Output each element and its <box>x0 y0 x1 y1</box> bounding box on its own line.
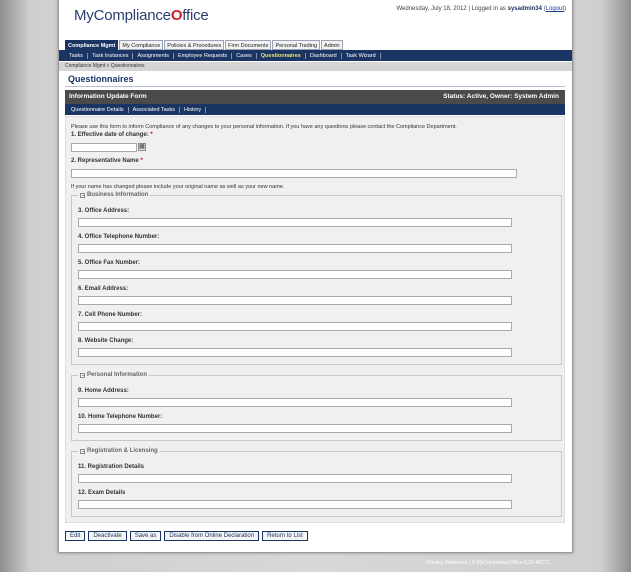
q2-text: 2. Representative Name <box>71 158 139 164</box>
name-change-note: If your name has changed please include your original name as well as your new name. <box>71 184 285 190</box>
q1-text: 1. Effective date of change: <box>71 132 149 138</box>
logo-text-suffix: ffice <box>182 7 209 24</box>
q8-label: 8. Website Change: <box>78 338 134 344</box>
form-header-bar <box>65 90 565 104</box>
q2-label <box>71 158 143 164</box>
collapse-icon[interactable] <box>80 449 85 454</box>
required-marker: * <box>150 132 153 138</box>
tab-admin[interactable]: Admin <box>321 40 343 50</box>
title-divider <box>65 86 565 87</box>
registration-section-header[interactable] <box>78 448 160 454</box>
edit-button[interactable]: Edit <box>65 531 85 541</box>
deactivate-button[interactable]: Deactivate <box>88 531 126 541</box>
logged-in-label: Logged in as <box>471 6 506 12</box>
form-content <box>65 116 565 523</box>
office-telephone-input[interactable] <box>78 244 512 253</box>
page-title: Questionnaires <box>68 74 134 84</box>
representative-name-input[interactable] <box>71 169 517 178</box>
subnav-task-instances[interactable]: Task Instances <box>88 53 133 59</box>
q10-label: 10. Home Telephone Number: <box>78 414 163 420</box>
tab-policies-procedures[interactable]: Policies & Procedures <box>164 40 224 50</box>
q1-label <box>71 132 153 138</box>
tab-questionnaire-details[interactable]: Questionnaire Details <box>67 107 129 113</box>
cell-phone-input[interactable] <box>78 322 512 331</box>
q6-label: 6. Email Address: <box>78 286 129 292</box>
save-as-button[interactable]: Save as <box>130 531 162 541</box>
subnav-questionnaires[interactable]: Questionnaires <box>257 53 306 59</box>
q7-label: 7. Cell Phone Number: <box>78 312 143 318</box>
q3-label: 3. Office Address: <box>78 208 130 214</box>
form-status: Status: Active, Owner: System Admin <box>443 93 559 100</box>
tab-associated-tasks[interactable]: Associated Tasks <box>129 107 180 113</box>
logo-check-icon: O <box>170 7 183 24</box>
breadcrumb[interactable]: Compliance Mgmt » Questionnaires <box>59 62 572 71</box>
personal-section-header[interactable] <box>78 372 149 378</box>
q4-label: 4. Office Telephone Number: <box>78 234 160 240</box>
privacy-statement-link[interactable]: Privacy Statement <box>427 560 468 566</box>
calendar-icon[interactable]: ▦ <box>139 144 145 150</box>
footer <box>427 560 549 566</box>
section-title: Personal Information <box>87 372 148 378</box>
copyright-text: © MyComplianceOffice 6.10-48271 <box>471 560 550 566</box>
collapse-icon[interactable] <box>80 193 85 198</box>
business-section-header[interactable] <box>78 192 150 198</box>
q9-label: 9. Home Address: <box>78 388 129 394</box>
office-fax-input[interactable] <box>78 270 512 279</box>
subnav-dashboard[interactable]: Dashboard <box>306 53 342 59</box>
tab-firm-documents[interactable]: Firm Documents <box>225 40 271 50</box>
page-container <box>58 0 573 553</box>
exam-details-input[interactable] <box>78 500 512 509</box>
app-logo[interactable] <box>74 7 209 24</box>
form-tabs <box>65 104 565 115</box>
subnav-employee-requests[interactable]: Employee Requests <box>174 53 232 59</box>
sub-navigation <box>59 50 572 61</box>
tab-personal-trading[interactable]: Personal Trading <box>272 40 320 50</box>
username: sysadmin34 <box>507 6 542 12</box>
current-date: Wednesday, July 18, 2012 <box>396 6 467 12</box>
q11-label: 11. Registration Details <box>78 464 145 470</box>
office-address-input[interactable] <box>78 218 512 227</box>
q12-label: 12. Exam Details <box>78 490 126 496</box>
registration-details-input[interactable] <box>78 474 512 483</box>
section-title: Registration & Licensing <box>87 448 158 454</box>
q5-label: 5. Office Fax Number: <box>78 260 141 266</box>
personal-information-section <box>71 372 562 441</box>
subnav-tasks[interactable]: Tasks <box>65 53 88 59</box>
tab-history[interactable]: History <box>180 107 206 113</box>
business-information-section <box>71 192 562 365</box>
registration-licensing-section <box>71 448 562 517</box>
return-to-list-button[interactable]: Return to List <box>262 531 308 541</box>
subnav-task-wizard[interactable]: Task Wizard <box>342 53 381 59</box>
website-change-input[interactable] <box>78 348 512 357</box>
tab-my-compliance[interactable]: My Compliance <box>119 40 163 50</box>
action-buttons <box>65 531 308 541</box>
tab-compliance-mgmt[interactable]: Compliance Mgmt <box>65 40 118 50</box>
section-title: Business Information <box>87 192 149 198</box>
email-address-input[interactable] <box>78 296 512 305</box>
required-marker: * <box>140 158 143 164</box>
subnav-cases[interactable]: Cases <box>232 53 257 59</box>
form-intro: Please use this form to inform Compliance of any changes to your personal information. If you have any questions please contact the Compliance Department. <box>71 124 457 130</box>
collapse-icon[interactable] <box>80 373 85 378</box>
session-info: Wednesday, July 18, 2012 | Logged in as sysadmin34 (Logout) <box>396 6 566 12</box>
home-telephone-input[interactable] <box>78 424 512 433</box>
logout-link[interactable]: Logout <box>545 6 564 12</box>
form-title: Information Update Form <box>69 93 147 100</box>
subnav-assignments[interactable]: Assignments <box>133 53 174 59</box>
separator: | <box>468 6 470 12</box>
separator: | <box>468 560 471 566</box>
main-tabs <box>65 40 343 50</box>
effective-date-input[interactable] <box>71 143 137 152</box>
disable-online-declaration-button[interactable]: Disable from Online Declaration <box>164 531 259 541</box>
logo-text: MyCompliance <box>74 7 171 24</box>
home-address-input[interactable] <box>78 398 512 407</box>
